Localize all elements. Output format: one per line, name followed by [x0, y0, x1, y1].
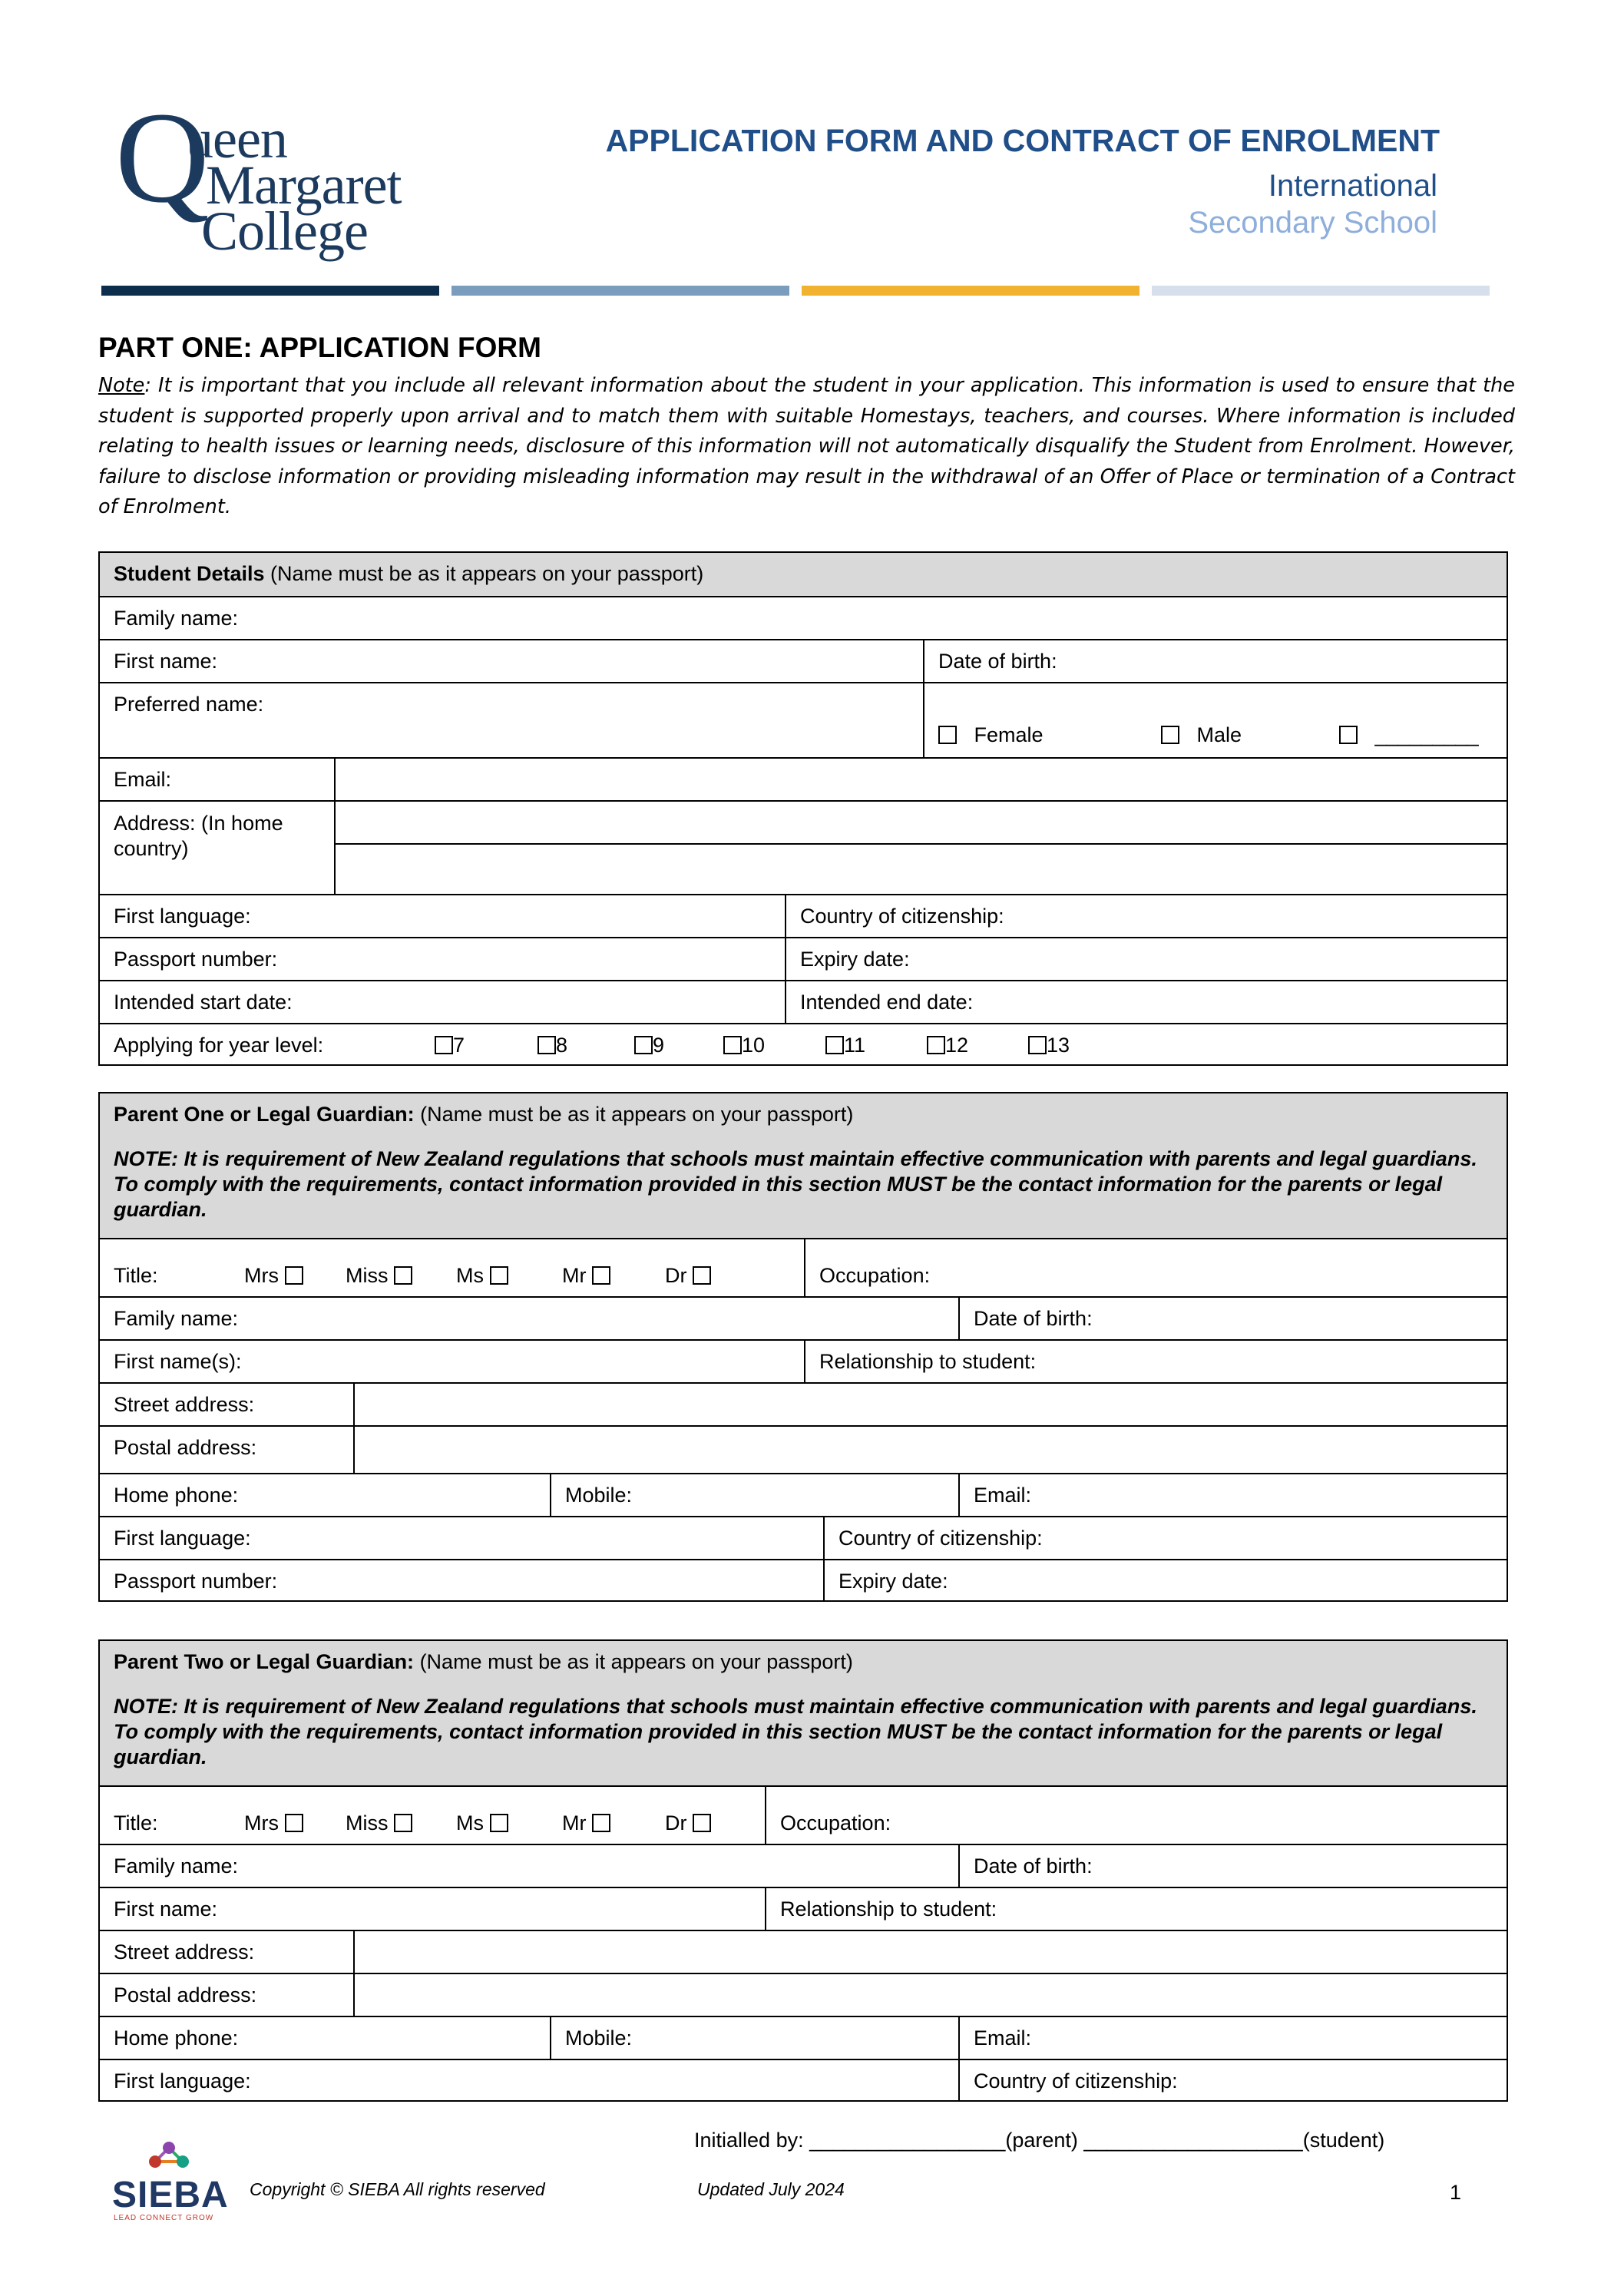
student-address-label: Address: (In home country) [114, 812, 283, 860]
parent-one-postal-input[interactable] [353, 1427, 1507, 1473]
document-title: APPLICATION FORM AND CONTRACT OF ENROLMENT [605, 123, 1440, 158]
parent-two-email-field[interactable]: Email: [958, 2017, 1507, 2059]
title-checkbox[interactable] [693, 1814, 711, 1832]
title-option-label: Dr [665, 1811, 687, 1834]
student-details-table [98, 551, 1508, 1066]
student-language-row [100, 894, 1507, 937]
gender-female-option[interactable] [938, 723, 1044, 747]
student-family-name-label: Family name: [114, 607, 239, 630]
section-heading: Student Details [114, 562, 265, 585]
year-label: 10 [742, 1034, 766, 1057]
gender-male-option[interactable] [1161, 723, 1242, 747]
parent-one-header [100, 1093, 1507, 1238]
parent-two-occupation-field[interactable]: Occupation: [765, 1787, 1507, 1844]
title-option-label: Mrs [244, 1264, 279, 1287]
address-divider [336, 843, 1507, 845]
male-checkbox[interactable] [1161, 726, 1179, 744]
sieba-wordmark: SIEBA [112, 2175, 229, 2215]
parent-two-mobile-field[interactable]: Mobile: [550, 2017, 958, 2059]
color-bar-steel [451, 286, 789, 296]
parent-two-dob-field[interactable]: Date of birth: [958, 1845, 1507, 1887]
parent-two-family-row [100, 1844, 1507, 1887]
year-13-option[interactable] [1028, 1034, 1070, 1057]
parent-two-language-row [100, 2059, 1507, 2100]
part-title: PART ONE: APPLICATION FORM [98, 332, 541, 363]
parent-two-header [100, 1641, 1507, 1785]
parent-one-title-cell [100, 1239, 804, 1296]
parent-two-first-language-field[interactable]: First language: [114, 2069, 251, 2093]
title-mrs-option[interactable] [244, 1811, 303, 1835]
parent-one-postal-row [100, 1425, 1507, 1473]
intro-note [98, 371, 1515, 523]
title-checkbox[interactable] [394, 1266, 412, 1285]
parent-two-contact-row [100, 2016, 1507, 2059]
student-dates-row [100, 980, 1507, 1023]
title-checkbox[interactable] [592, 1814, 610, 1832]
parent-two-postal-label: Postal address: [114, 1983, 257, 2007]
section-heading-note: (Name must be as it appears on your passport) [414, 1103, 854, 1126]
title-dr-option[interactable] [665, 1264, 711, 1288]
title-dr-option[interactable] [665, 1811, 711, 1835]
logo-line-margaret: Margaret [206, 154, 402, 216]
updated-date: Updated July 2024 [697, 2179, 845, 2199]
year-checkbox[interactable] [1028, 1036, 1047, 1054]
parent-one-street-label: Street address: [114, 1393, 255, 1416]
student-passport-row [100, 937, 1507, 980]
parent-two-postal-row [100, 1973, 1507, 2016]
parent-two-postal-input[interactable] [353, 1974, 1507, 2016]
year-checkbox[interactable] [435, 1036, 453, 1054]
title-label: Title: [114, 1264, 158, 1287]
year-label: 11 [844, 1034, 866, 1057]
student-expiry-field[interactable]: Expiry date: [785, 938, 1507, 980]
parent-one-contact-row [100, 1473, 1507, 1516]
sieba-tagline: LEAD CONNECT GROW [114, 2214, 214, 2222]
parent-one-family-name-field[interactable]: Family name: [114, 1307, 239, 1330]
other-gender-blank[interactable]: _________ [1374, 723, 1479, 746]
logo-q: Q [115, 85, 210, 230]
title-mr-option[interactable] [562, 1264, 610, 1288]
section-heading: Parent Two or Legal Guardian: [114, 1650, 415, 1673]
year-label: 12 [945, 1034, 969, 1057]
section-heading-note: (Name must be as it appears on your passport) [414, 1650, 853, 1673]
parent-one-passport-field[interactable]: Passport number: [114, 1570, 278, 1593]
title-checkbox[interactable] [490, 1266, 508, 1285]
year-11-option[interactable] [825, 1034, 865, 1057]
sieba-logo [107, 2139, 230, 2223]
year-checkbox[interactable] [634, 1036, 653, 1054]
year-label: 9 [653, 1034, 665, 1057]
section-heading-note: (Name must be as it appears on your passport) [264, 562, 704, 585]
year-7-option[interactable] [435, 1034, 465, 1057]
year-checkbox[interactable] [825, 1036, 844, 1054]
parent-one-street-input[interactable] [353, 1384, 1507, 1425]
student-year-level-row [100, 1023, 1507, 1064]
parent-one-title-row [100, 1238, 1507, 1296]
parent-two-regulation-note: NOTE: It is requirement of New Zealand regulations that schools must maintain effective communication with parents and legal guardians. To comply with the requirements, contact information provided in this section MUST be the contact information for the parents or legal guardian. [114, 1695, 1477, 1768]
title-option-label: Mrs [244, 1811, 279, 1834]
student-first-name-row [100, 639, 1507, 682]
logo-line-queen: ueen [186, 108, 287, 170]
male-label: Male [1196, 723, 1242, 746]
section-heading: Parent One or Legal Guardian: [114, 1103, 415, 1126]
parent-one-regulation-note: NOTE: It is requirement of New Zealand regulations that schools must maintain effective communication with parents and legal guardians. To comply with the requirements, contact information provided in this section MUST be the contact information for the parents or legal guardian. [114, 1147, 1477, 1221]
other-gender-checkbox[interactable] [1339, 726, 1358, 744]
parent-one-language-row [100, 1516, 1507, 1559]
college-logo [115, 85, 438, 269]
student-first-language-field[interactable]: First language: [114, 905, 251, 928]
student-email-row [100, 757, 1507, 800]
student-end-date-field[interactable]: Intended end date: [785, 981, 1507, 1023]
parent-one-home-phone-field[interactable]: Home phone: [114, 1484, 239, 1507]
page-number: 1 [1450, 2181, 1462, 2204]
parent-one-postal-label: Postal address: [114, 1436, 257, 1459]
student-email-label: Email: [114, 768, 172, 791]
parent-one-first-name-field[interactable]: First name(s): [114, 1350, 242, 1373]
year-label: 7 [453, 1034, 465, 1057]
title-ms-option[interactable] [456, 1264, 508, 1288]
student-preferred-name-field[interactable]: Preferred name: [114, 693, 264, 716]
parent-one-citizenship-field[interactable]: Country of citizenship: [823, 1517, 1507, 1559]
year-9-option[interactable] [634, 1034, 664, 1057]
title-option-label: Dr [665, 1264, 687, 1287]
gender-other-option[interactable] [1339, 723, 1479, 747]
student-citizenship-field[interactable]: Country of citizenship: [785, 895, 1507, 937]
color-bar-navy [101, 286, 439, 296]
year-8-option[interactable] [537, 1034, 567, 1057]
parent-two-home-phone-field[interactable]: Home phone: [114, 2026, 239, 2050]
parent-two-street-label: Street address: [114, 1940, 255, 1964]
color-bar-gold [802, 286, 1139, 296]
parent-one-table [98, 1092, 1508, 1602]
year-level-label: Applying for year level: [114, 1034, 324, 1057]
parent-two-street-input[interactable] [353, 1931, 1507, 1973]
document-subtitle-school: Secondary School [1188, 206, 1437, 240]
parent-one-occupation-field[interactable]: Occupation: [804, 1239, 1507, 1296]
parent-two-title-row [100, 1785, 1507, 1844]
parent-one-email-field[interactable]: Email: [958, 1474, 1507, 1516]
year-label: 13 [1047, 1034, 1070, 1057]
title-miss-option[interactable] [346, 1811, 412, 1835]
parent-one-passport-row [100, 1559, 1507, 1600]
female-checkbox[interactable] [938, 726, 957, 744]
student-family-name-row[interactable] [100, 596, 1507, 639]
document-subtitle-international: International [1268, 169, 1437, 203]
parent-two-table [98, 1639, 1508, 2102]
student-preferred-row [100, 682, 1507, 757]
year-checkbox[interactable] [537, 1036, 556, 1054]
initialled-by-line[interactable]: Initialled by: _________________(parent) ___________________(student) [694, 2129, 1385, 2152]
parent-two-first-name-field[interactable]: First name: [114, 1897, 218, 1921]
note-text: : It is important that you include all relevant information about the student in your application. This information is used to ensure that the student is supported properly upon arrival and to match them with suitable Homestays, teachers, and courses. Where information is included relating to health issues or learning needs, disclosure of this information will not automatically disqualify the Student from Enrolment. However, failure to disclose information or providing misleading information may result in the withdrawal of an Offer of Place or termination of a Contract of Enrolment. [98, 374, 1515, 518]
student-email-input[interactable] [334, 759, 1507, 800]
title-checkbox[interactable] [592, 1266, 610, 1285]
note-label: Note [98, 374, 145, 397]
parent-one-dob-field[interactable]: Date of birth: [958, 1298, 1507, 1339]
copyright-text: Copyright © SIEBA All rights reserved [250, 2179, 545, 2199]
parent-two-title-cell [100, 1787, 765, 1844]
year-checkbox[interactable] [927, 1036, 945, 1054]
parent-two-family-name-field[interactable]: Family name: [114, 1854, 239, 1877]
title-option-label: Miss [346, 1811, 389, 1834]
parent-one-family-row [100, 1296, 1507, 1339]
color-bar-pale [1152, 286, 1490, 296]
title-checkbox[interactable] [285, 1814, 303, 1832]
student-start-date-field[interactable]: Intended start date: [114, 991, 293, 1014]
student-dob-field[interactable]: Date of birth: [923, 640, 1507, 682]
sieba-network-icon [107, 2139, 230, 2177]
parent-one-relationship-field[interactable]: Relationship to student: [804, 1341, 1507, 1382]
gender-cell [923, 683, 1507, 757]
title-checkbox[interactable] [285, 1266, 303, 1285]
year-label: 8 [556, 1034, 568, 1057]
parent-two-first-row [100, 1887, 1507, 1930]
year-checkbox[interactable] [723, 1036, 742, 1054]
title-checkbox[interactable] [490, 1814, 508, 1832]
title-option-label: Ms [456, 1811, 484, 1834]
parent-two-relationship-field[interactable]: Relationship to student: [765, 1888, 1507, 1930]
title-ms-option[interactable] [456, 1811, 508, 1835]
parent-one-mobile-field[interactable]: Mobile: [550, 1474, 958, 1516]
title-option-label: Mr [562, 1264, 587, 1287]
student-address-row [100, 800, 1507, 894]
parent-two-citizenship-field[interactable]: Country of citizenship: [958, 2060, 1507, 2100]
header-color-bars [101, 286, 1490, 296]
student-details-header [100, 553, 1507, 596]
title-option-label: Ms [456, 1264, 484, 1287]
title-option-label: Miss [346, 1264, 389, 1287]
student-first-name-field[interactable]: First name: [114, 650, 218, 673]
female-label: Female [974, 723, 1044, 746]
student-passport-field[interactable]: Passport number: [114, 948, 278, 971]
title-label: Title: [114, 1811, 158, 1834]
student-address-input[interactable] [334, 802, 1507, 894]
title-checkbox[interactable] [394, 1814, 412, 1832]
logo-line-college: College [201, 200, 368, 262]
parent-one-first-language-field[interactable]: First language: [114, 1527, 251, 1550]
parent-one-expiry-field[interactable]: Expiry date: [823, 1560, 1507, 1600]
parent-one-first-row [100, 1339, 1507, 1382]
title-mrs-option[interactable] [244, 1264, 303, 1288]
parent-one-street-row [100, 1382, 1507, 1425]
parent-two-street-row [100, 1930, 1507, 1973]
title-checkbox[interactable] [693, 1266, 711, 1285]
title-option-label: Mr [562, 1811, 587, 1834]
title-miss-option[interactable] [346, 1264, 412, 1288]
year-10-option[interactable] [723, 1034, 765, 1057]
title-mr-option[interactable] [562, 1811, 610, 1835]
year-12-option[interactable] [927, 1034, 968, 1057]
